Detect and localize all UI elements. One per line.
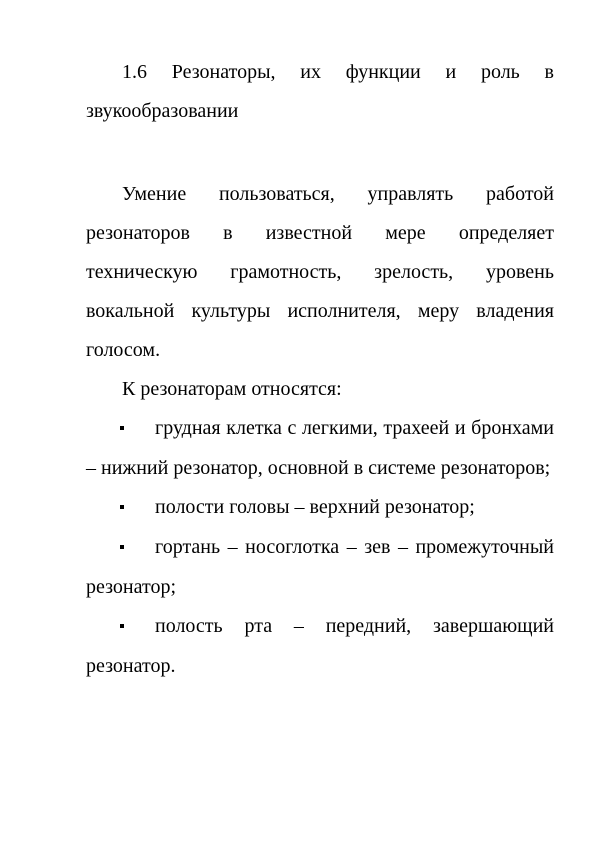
section-title: Резонаторы, их функции и роль в звукообразовании (86, 61, 554, 122)
intro-paragraph: Умение пользоваться, управлять работой резонаторов в известной мере определяет техническую грамотность, зрелость, уровень вокальной культуры исполнителя, меру владения голосом. (86, 183, 554, 361)
list-item-text: гортань – носоглотка – зев – промежуточный резонатор; (86, 535, 554, 598)
document-page (86, 53, 554, 686)
list-item-text: полости головы – верхний резонатор; (155, 495, 475, 518)
bullet-icon (120, 487, 155, 526)
heading-spacer (86, 131, 554, 175)
list-item (86, 409, 554, 488)
list-item (86, 528, 554, 607)
section-heading (86, 53, 554, 131)
bullet-icon (120, 408, 155, 447)
list-item (86, 488, 554, 528)
resonator-list (86, 409, 554, 686)
list-item-text: грудная клетка с легкими, трахеей и бронхами – нижний резонатор, основной в системе резонаторов; (86, 417, 554, 479)
bullet-icon (120, 606, 155, 645)
list-item-text: полость рта – передний, завершающий резонатор. (86, 614, 554, 677)
list-intro: К резонаторам относятся: (122, 378, 342, 400)
bullet-icon (120, 527, 155, 566)
section-number: 1.6 (122, 61, 147, 83)
list-item (86, 607, 554, 686)
